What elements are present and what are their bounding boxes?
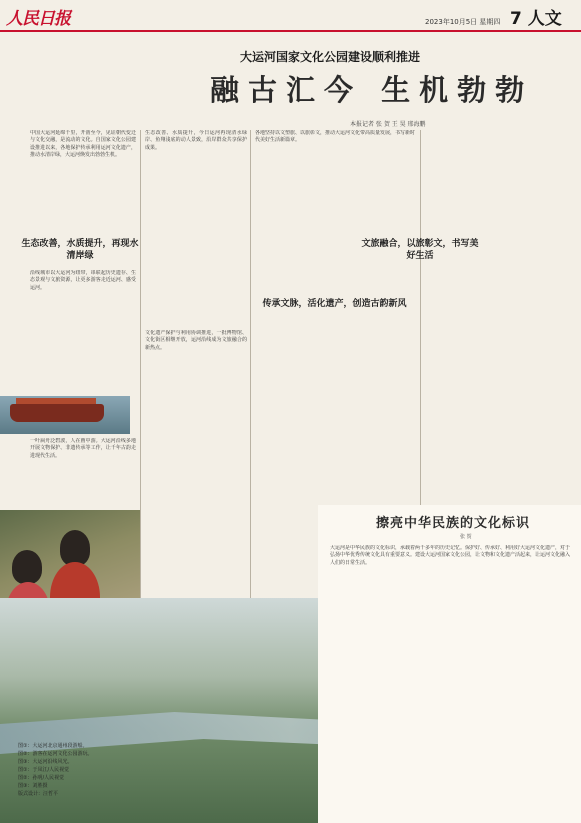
article-kicker: 大运河国家文化公园建设顺利推进: [240, 50, 421, 64]
newspaper-logo: 人民日报: [6, 9, 70, 29]
column-rule: [140, 130, 141, 600]
article-column-5: 文化遗产保护与利用协调推进，一批博物馆、文化街区相继开放，运河沿线成为文旅融合的新热点。: [145, 330, 247, 351]
photo-credits: [18, 742, 138, 798]
column-rule: [250, 130, 251, 600]
caption-2: 图②：游客在运河文化公园游玩。: [18, 751, 93, 757]
article-column-6: 各地坚持以文塑旅、以旅彰文，推动大运河文化带高质量发展，书写新时代美好生活新篇章。: [255, 130, 415, 144]
commentary-title: 擦亮中华民族的文化标识: [376, 516, 531, 531]
subhead-1: 生态改善，水质提升，再现水清岸绿: [21, 239, 139, 261]
boat: [10, 404, 104, 422]
page-number: 7 人文: [510, 9, 562, 29]
commentary-body: 大运河是中华民族的文化标识，承载着两千多年的历史记忆。保护好、传承好、利用好大运河文化遗产，对于弘扬中华优秀传统文化具有重要意义。建设大运河国家文化公园，让文物和文化遗产活起来，让运河文化融入人们的日常生活。: [330, 545, 570, 566]
person-head: [60, 530, 90, 566]
article-column-3: 一叶扁舟泛碧波，人在画中游。大运河沿线多地开展文物保护、非遗传承等工作，让千年古韵走进现代生活。: [30, 438, 136, 459]
credit-4: 版式设计：汪哲平: [18, 791, 59, 797]
credit-3: 图③：刘胜摄: [18, 783, 48, 789]
column-rule: [420, 130, 421, 505]
article-byline: 本报记者 张 贺 王 昊 邢海鹏: [350, 121, 426, 128]
caption-3: 图③：大运河沿线风光。: [18, 759, 73, 765]
article-column-4: 生态改善、水质提升，今日运河再现清水绿岸、鱼翔浅底的动人景致，沿岸群众共享保护成果。: [145, 130, 247, 151]
article-column-2: 沿线城市以大运河为纽带，串联起历史遗存、生态景观与文旅资源，让更多游客走近运河、感受运河。: [30, 270, 136, 291]
article-column-1: 中国大运河延绵千里，开凿至今，见证朝代变迁与文化交融，是流动的文化。自国家文化公园建设推进以来，各地保护传承利用运河文化遗产，推动水清岸绿，大运河焕发出勃勃生机。: [30, 130, 136, 158]
article-headline: 融古汇今 生机勃勃: [210, 73, 534, 107]
person-head: [12, 550, 42, 584]
commentary-byline: 张 贺: [460, 534, 472, 540]
subhead-2: 传承文脉，活化遗产，创造古韵新风: [262, 299, 407, 309]
masthead: [0, 0, 581, 32]
dateline: 2023年10月5日 星期四: [425, 18, 501, 26]
credit-2: 图②：孙明/人民视觉: [18, 775, 65, 781]
caption-1: 图①：大运河北京通州段游船。: [18, 743, 88, 749]
credit-1: 图①：于凤江/人民视觉: [18, 767, 70, 773]
subhead-3: 文旅融合，以旅彰文，书写美好生活: [361, 239, 479, 261]
